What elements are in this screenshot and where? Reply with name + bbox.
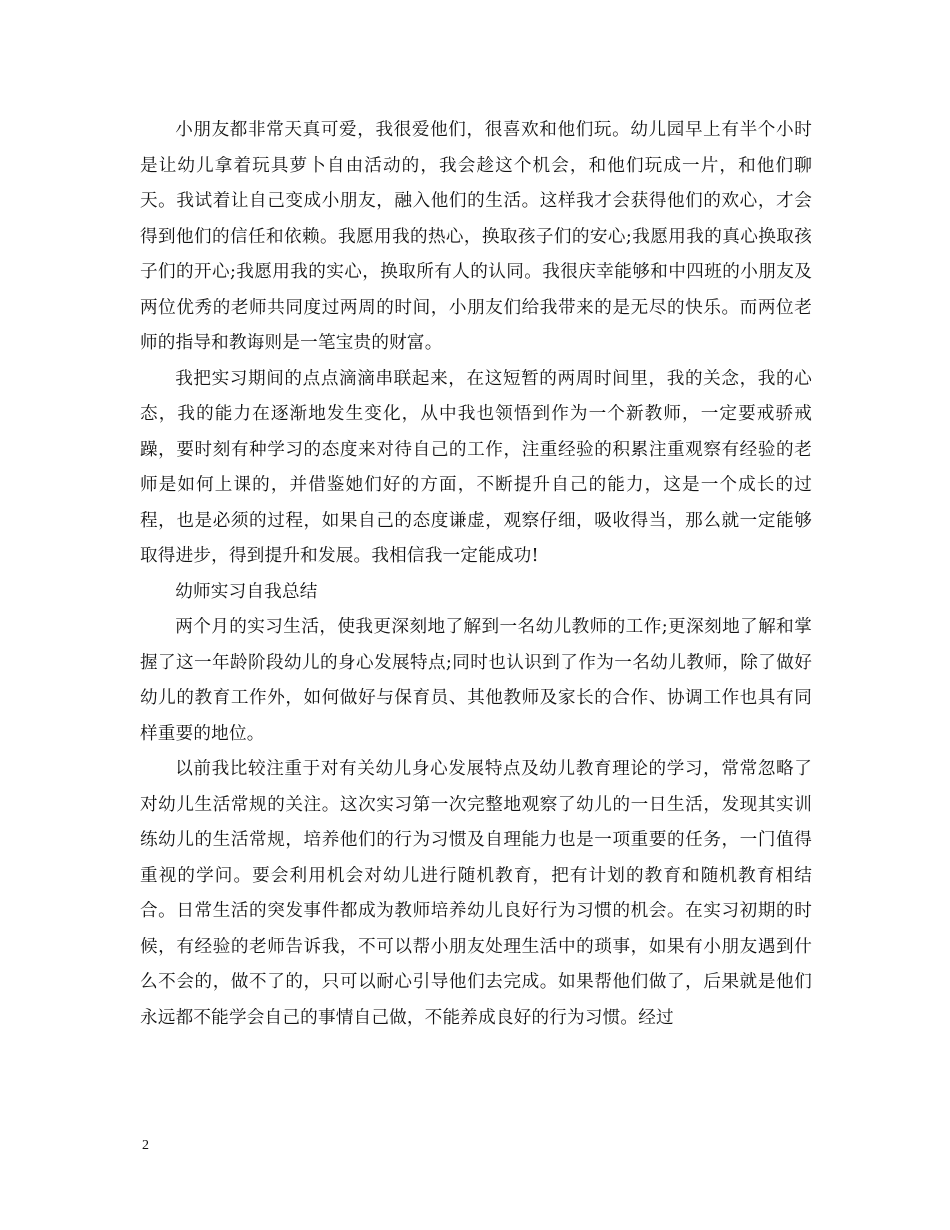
page-number: 2 — [142, 1138, 149, 1153]
paragraph-children-lovely: 小朋友都非常天真可爱，我很爱他们，很喜欢和他们玩。幼儿园早上有半个小时是让幼儿拿着玩具萝卜自由活动的，我会趁这个机会，和他们玩成一片，和他们聊天。我试着让自己变成小朋友，融入他们的生活。这样我才会获得他们的欢心，才会得到他们的信任和依赖。我愿用我的热心，换取孩子们的安心;我愿用我的真心换取孩子们的开心;我愿用我的实心，换取所有人的认同。我很庆幸能够和中四班的小朋友及两位优秀的老师共同度过两周的时间，小朋友们给我带来的是无尽的快乐。而两位老师的指导和教诲则是一笔宝贵的财富。 — [140, 120, 812, 353]
document-body — [140, 113, 812, 1036]
paragraph-daily-routine: 以前我比较注重于对有关幼儿身心发展特点及幼儿教育理论的学习，常常忽略了对幼儿生活常规的关注。这次实习第一次完整地观察了幼儿的一日生活，发现其实训练幼儿的生活常规，培养他们的行为习惯及自理能力也是一项重要的任务，一门值得重视的学问。要会利用机会对幼儿进行随机教育，把有计划的教育和随机教育相结合。日常生活的突发事件都成为教师培养幼儿良好行为习惯的机会。在实习初期的时候，有经验的老师告诉我，不可以帮小朋友处理生活中的琐事，如果有小朋友遇到什么不会的，做不了的，只可以耐心引导他们去完成。如果帮他们做了，后果就是他们永远都不能学会自己的事情自己做，不能养成良好的行为习惯。经过 — [140, 759, 812, 1028]
section-heading: 幼师实习自我总结 — [175, 581, 318, 602]
paragraph-internship-reflection: 我把实习期间的点点滴滴串联起来，在这短暂的两周时间里，我的关念，我的心态，我的能力在逐渐地发生变化，从中我也领悟到作为一个新教师，一定要戒骄戒躁，要时刻有种学习的态度来对待自己的工作，注重经验的积累注重观察有经验的老师是如何上课的，并借鉴她们好的方面，不断提升自己的能力，这是一个成长的过程，也是必须的过程，如果自己的态度谦虚，观察仔细，吸收得当，那么就一定能够取得进步，得到提升和发展。我相信我一定能成功! — [140, 368, 812, 566]
paragraph-two-months: 两个月的实习生活，使我更深刻地了解到一名幼儿教师的工作;更深刻地了解和掌握了这一年龄阶段幼儿的身心发展特点;同时也认识到了作为一名幼儿教师，除了做好幼儿的教育工作外，如何做好与保育员、其他教师及家长的合作、协调工作也具有同样重要的地位。 — [140, 617, 812, 744]
